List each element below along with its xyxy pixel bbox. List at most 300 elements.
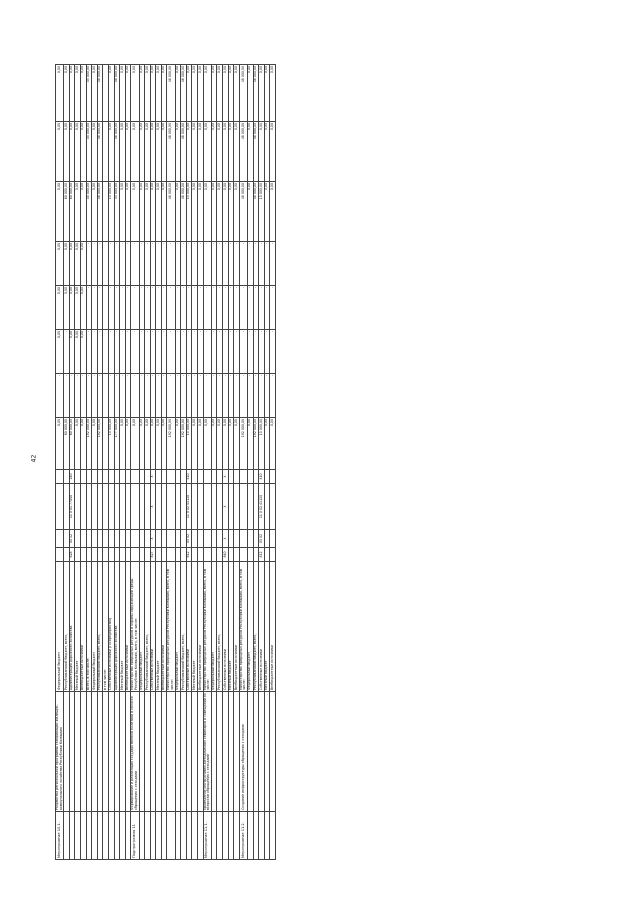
value-cell: 0,00: [131, 182, 139, 242]
value-cell: 0,00: [234, 182, 240, 242]
value-cell: -: [131, 374, 139, 418]
row-description: Республиканский бюджет, всего,: [253, 562, 259, 692]
value-cell: 48 000,00: [239, 122, 247, 182]
value-cell: 60 000,00: [69, 182, 75, 242]
article-code: 11 0 01 77040: [69, 484, 75, 530]
value-cell: 0,00: [150, 182, 156, 242]
value-cell: -: [161, 286, 167, 330]
value-cell: -: [120, 242, 126, 286]
value-cell: -: [156, 242, 162, 286]
value-cell: 48 000,00: [167, 65, 175, 122]
value-cell: -: [114, 374, 120, 418]
value-cell: 0,00: [259, 122, 265, 182]
value-cell: -: [270, 286, 276, 330]
article-code: [270, 484, 276, 530]
value-cell: -: [97, 286, 103, 330]
value-cell: -: [161, 374, 167, 418]
value-cell: 0,00: [145, 418, 151, 470]
value-cell: -: [253, 242, 259, 286]
value-cell: 48 000,00: [97, 122, 103, 182]
value-cell: 0,00: [56, 242, 64, 286]
value-cell: 0,00: [56, 330, 64, 374]
value-cell: 15 000,00: [108, 182, 114, 242]
section-code: [203, 530, 211, 548]
row-description: Федеральный бюджет: [139, 562, 145, 692]
row-description: Министерство природных ресурсов Республики Калмыкия, всего, в том числе:: [239, 562, 247, 692]
row-description: Собственные источники: [223, 562, 229, 692]
section-code: X: [223, 530, 229, 548]
value-cell: -: [211, 374, 217, 418]
value-cell: 48 000,00: [181, 122, 187, 182]
value-cell: -: [108, 330, 114, 374]
value-cell: -: [86, 374, 92, 418]
value-cell: -: [239, 242, 247, 286]
value-cell: 0,00: [64, 242, 70, 286]
budget-code: [56, 548, 64, 562]
row-description: Местный бюджет: [156, 562, 162, 692]
value-cell: -: [161, 330, 167, 374]
value-cell: 0,00: [145, 122, 151, 182]
value-cell: -: [228, 286, 234, 330]
value-cell: -: [247, 330, 253, 374]
section-code: 04 12: [69, 530, 75, 548]
value-cell: -: [253, 374, 259, 418]
value-cell: -: [234, 242, 240, 286]
row-description: Республиканский бюджет, всего,: [217, 562, 223, 692]
value-cell: -: [192, 330, 198, 374]
value-cell: 0,00: [69, 286, 75, 330]
value-cell: 33 000,00: [114, 182, 120, 242]
value-cell: -: [150, 330, 156, 374]
value-cell: -: [192, 242, 198, 286]
value-cell: 0,00: [203, 65, 211, 122]
value-cell: -: [211, 330, 217, 374]
value-cell: -: [139, 330, 145, 374]
value-cell: 0,00: [175, 182, 181, 242]
value-cell: 48 000,00: [181, 182, 187, 242]
value-cell: 0,00: [223, 122, 229, 182]
expense-type: 410: [259, 470, 265, 484]
row-label: Мероприятие 11.2.: [239, 812, 247, 860]
value-cell: -: [92, 330, 98, 374]
budget-code: 840: [223, 548, 229, 562]
expense-type: X: [223, 470, 229, 484]
value-cell: 192 000,00: [167, 418, 175, 470]
value-cell: -: [186, 374, 192, 418]
article-code: X: [150, 484, 156, 530]
value-cell: 0,00: [108, 65, 114, 122]
value-cell: 0,00: [64, 65, 70, 122]
table-row: [270, 65, 276, 860]
value-cell: -: [175, 330, 181, 374]
value-cell: 0,00: [161, 418, 167, 470]
article-code: [131, 484, 139, 530]
row-description: Собственные источники (Госпредприятия): [108, 562, 114, 692]
value-cell: -: [217, 286, 223, 330]
value-cell: 0,00: [156, 122, 162, 182]
value-cell: -: [145, 330, 151, 374]
row-title: [167, 692, 175, 812]
value-cell: 0,00: [161, 182, 167, 242]
value-cell: -: [211, 242, 217, 286]
value-cell: 60 000,00: [69, 418, 75, 470]
expense-type: 410: [186, 470, 192, 484]
value-cell: 0,00: [92, 65, 98, 122]
value-cell: -: [150, 374, 156, 418]
row-description: Местный бюджет: [264, 562, 270, 692]
value-cell: 0,00: [80, 182, 86, 242]
value-cell: 0,00: [92, 122, 98, 182]
value-cell: 0,00: [75, 182, 81, 242]
value-cell: 0,00: [198, 122, 204, 182]
value-cell: 0,00: [156, 418, 162, 470]
value-cell: 0,00: [270, 122, 276, 182]
value-cell: 0,00: [64, 122, 70, 182]
value-cell: 0,00: [264, 182, 270, 242]
value-cell: -: [198, 330, 204, 374]
row-description: Министерство природных ресурсов Республики Калмыкия, всего, в том числе:: [203, 562, 211, 692]
value-cell: 0,00: [270, 418, 276, 470]
row-description: Внебюджетные источники: [234, 562, 240, 692]
value-cell: 0,00: [125, 418, 131, 470]
row-description: Собственные источники: [150, 562, 156, 692]
value-cell: -: [120, 330, 126, 374]
value-cell: 177 000,00: [114, 418, 120, 470]
value-cell: -: [92, 374, 98, 418]
row-description: Местный бюджет: [120, 562, 126, 692]
row-label: Подпрограмма 11: [131, 812, 139, 860]
value-cell: 192 000,00: [253, 418, 259, 470]
row-title: Формирование и реализация государственной политики в области обращения с отходами: [131, 692, 139, 812]
value-cell: 0,00: [69, 242, 75, 286]
value-cell: 0,00: [120, 182, 126, 242]
value-cell: -: [203, 330, 211, 374]
value-cell: -: [223, 374, 229, 418]
value-cell: 0,00: [56, 182, 64, 242]
value-cell: 0,00: [228, 418, 234, 470]
value-cell: 48 000,00: [97, 182, 103, 242]
section-code: [239, 530, 247, 548]
value-cell: -: [175, 374, 181, 418]
value-cell: -: [234, 286, 240, 330]
value-cell: -: [145, 374, 151, 418]
value-cell: 0,00: [139, 122, 145, 182]
article-code: [56, 484, 64, 530]
value-cell: -: [223, 286, 229, 330]
value-cell: 0,00: [192, 418, 198, 470]
value-cell: 0,00: [75, 330, 81, 374]
value-cell: -: [181, 330, 187, 374]
row-description: Федеральный бюджет: [175, 562, 181, 692]
value-cell: -: [217, 374, 223, 418]
value-cell: -: [203, 286, 211, 330]
row-description: Министерство природных ресурсов и охраны окружающей среды Республики Калмыкия, всего, в том числе:: [131, 562, 139, 692]
value-cell: 0,00: [198, 182, 204, 242]
value-cell: 0,00: [186, 122, 192, 182]
value-cell: 60 000,00: [64, 418, 70, 470]
row-label: Мероприятие 11.1.: [203, 812, 211, 860]
value-cell: -: [259, 286, 265, 330]
table-row: [131, 65, 139, 860]
value-cell: -: [125, 242, 131, 286]
row-description: Местный бюджет: [228, 562, 234, 692]
row-description: Республиканский бюджет, всего,: [181, 562, 187, 692]
row-description: Внебюджетные источники: [198, 562, 204, 692]
value-cell: 0,00: [217, 182, 223, 242]
budget-code: [131, 548, 139, 562]
value-cell: 0,00: [150, 418, 156, 470]
value-cell: 0,00: [80, 418, 86, 470]
value-cell: -: [253, 330, 259, 374]
value-cell: -: [247, 242, 253, 286]
table-container: [55, 65, 400, 860]
value-cell: -: [108, 374, 114, 418]
value-cell: 0,00: [192, 182, 198, 242]
value-cell: 0,00: [270, 65, 276, 122]
value-cell: -: [264, 286, 270, 330]
table-row: [239, 65, 247, 860]
value-cell: -: [139, 374, 145, 418]
value-cell: -: [145, 286, 151, 330]
value-cell: -: [86, 286, 92, 330]
value-cell: -: [86, 330, 92, 374]
value-cell: -: [264, 330, 270, 374]
value-cell: 0,00: [75, 242, 81, 286]
section-code: 05 02: [186, 530, 192, 548]
value-cell: 15 000,00: [186, 418, 192, 470]
value-cell: -: [156, 374, 162, 418]
value-cell: 0,00: [80, 330, 86, 374]
value-cell: 0,00: [203, 182, 211, 242]
value-cell: 0,00: [131, 65, 139, 122]
article-code: [203, 484, 211, 530]
value-cell: -: [167, 330, 175, 374]
value-cell: 0,00: [131, 418, 139, 470]
value-cell: 0,00: [80, 242, 86, 286]
article-code: [239, 484, 247, 530]
row-description: Республиканский бюджет, всего,: [64, 562, 70, 692]
value-cell: -: [108, 242, 114, 286]
value-cell: -: [150, 242, 156, 286]
row-description: Местный бюджет: [192, 562, 198, 692]
value-cell: -: [186, 286, 192, 330]
row-description: Республиканский бюджет, всего,: [145, 562, 151, 692]
value-cell: 192 000,00: [86, 418, 92, 470]
value-cell: -: [259, 374, 265, 418]
value-cell: -: [156, 330, 162, 374]
value-cell: -: [217, 242, 223, 286]
value-cell: 48 000,00: [239, 182, 247, 242]
budget-code: 827: [150, 548, 156, 562]
value-cell: -: [108, 286, 114, 330]
value-cell: 0,00: [145, 65, 151, 122]
value-cell: 0,00: [234, 65, 240, 122]
section-code: X: [150, 530, 156, 548]
article-code: 11 0 02 41120: [186, 484, 192, 530]
value-cell: 0,00: [211, 182, 217, 242]
value-cell: 0,00: [270, 182, 276, 242]
value-cell: -: [125, 286, 131, 330]
value-cell: -: [64, 374, 70, 418]
value-cell: 0,00: [92, 418, 98, 470]
value-cell: -: [92, 286, 98, 330]
row-description: Федеральный бюджет: [56, 562, 64, 692]
value-cell: 0,00: [203, 122, 211, 182]
value-cell: 48 000,00: [253, 182, 259, 242]
value-cell: -: [97, 330, 103, 374]
value-cell: -: [125, 374, 131, 418]
value-cell: -: [167, 286, 175, 330]
value-cell: 192 000,00: [239, 418, 247, 470]
value-cell: -: [97, 374, 103, 418]
value-cell: 15 000,00: [259, 418, 265, 470]
value-cell: -: [114, 286, 120, 330]
value-cell: -: [125, 330, 131, 374]
value-cell: -: [198, 242, 204, 286]
row-title: Создание инфраструктуры обращения с отходами: [239, 692, 247, 812]
value-cell: 0,00: [228, 65, 234, 122]
row-label: [167, 812, 175, 860]
value-cell: -: [75, 374, 81, 418]
row-label: [270, 812, 276, 860]
value-cell: 0,00: [156, 182, 162, 242]
value-cell: 0,00: [125, 122, 131, 182]
value-cell: 0,00: [223, 182, 229, 242]
value-cell: -: [228, 374, 234, 418]
row-description: Министерство природных ресурсов Республики Калмыкия, всего, в том числе:: [167, 562, 175, 692]
rotated-table-area: [55, 65, 400, 860]
value-cell: -: [181, 374, 187, 418]
value-cell: 0,00: [175, 65, 181, 122]
value-cell: 45 000,00: [86, 122, 92, 182]
value-cell: 0,00: [64, 286, 70, 330]
value-cell: 0,00: [56, 286, 64, 330]
value-cell: -: [270, 242, 276, 286]
value-cell: -: [69, 374, 75, 418]
row-label: Мероприятие 10.1.: [56, 812, 64, 860]
value-cell: 0,00: [80, 65, 86, 122]
value-cell: 0,00: [198, 418, 204, 470]
row-description: Всего, в том числе:: [86, 562, 92, 692]
value-cell: -: [264, 374, 270, 418]
section-code: [131, 530, 139, 548]
value-cell: 60 000,00: [64, 182, 70, 242]
value-cell: 0,00: [211, 418, 217, 470]
value-cell: 0,00: [247, 182, 253, 242]
value-cell: -: [239, 374, 247, 418]
value-cell: 0,00: [75, 286, 81, 330]
row-description: Внебюджетные источники: [80, 562, 86, 692]
table-body: [56, 65, 276, 860]
value-cell: 0,00: [69, 330, 75, 374]
table-row: [203, 65, 211, 860]
value-cell: 0,00: [264, 65, 270, 122]
value-cell: -: [167, 242, 175, 286]
value-cell: -: [192, 374, 198, 418]
value-cell: 0,00: [145, 182, 151, 242]
value-cell: -: [186, 242, 192, 286]
value-cell: 48 000,00: [253, 122, 259, 182]
value-cell: -: [217, 330, 223, 374]
value-cell: 0,00: [108, 122, 114, 182]
value-cell: 0,00: [217, 418, 223, 470]
value-cell: -: [175, 286, 181, 330]
budget-code: [167, 548, 175, 562]
value-cell: 0,00: [211, 122, 217, 182]
value-cell: 0,00: [69, 65, 75, 122]
value-cell: 0,00: [223, 65, 229, 122]
article-code: 11 0 02 41120: [259, 484, 265, 530]
value-cell: -: [247, 286, 253, 330]
value-cell: -: [86, 242, 92, 286]
value-cell: -: [181, 242, 187, 286]
value-cell: -: [139, 286, 145, 330]
value-cell: 15 000,00: [186, 182, 192, 242]
value-cell: 0,00: [125, 182, 131, 242]
value-cell: 0,00: [264, 122, 270, 182]
expense-type: [167, 470, 175, 484]
value-cell: 0,00: [156, 65, 162, 122]
article-code: [167, 484, 175, 530]
value-cell: 0,00: [75, 122, 81, 182]
value-cell: 192 000,00: [97, 418, 103, 470]
value-cell: 0,00: [120, 65, 126, 122]
value-cell: -: [198, 286, 204, 330]
value-cell: -: [259, 330, 265, 374]
value-cell: -: [198, 374, 204, 418]
value-cell: -: [203, 242, 211, 286]
value-cell: -: [264, 242, 270, 286]
value-cell: -: [131, 330, 139, 374]
section-code: 05 02: [259, 530, 265, 548]
value-cell: 0,00: [192, 65, 198, 122]
value-cell: 0,00: [247, 418, 253, 470]
article-code: X: [223, 484, 229, 530]
value-cell: -: [253, 286, 259, 330]
budget-code: [239, 548, 247, 562]
value-cell: 15 000,00: [108, 418, 114, 470]
value-cell: -: [97, 242, 103, 286]
row-description: Администрация дорожного хозяйства: [114, 562, 120, 692]
value-cell: 45 000,00: [86, 182, 92, 242]
row-title: [270, 692, 276, 812]
expense-type: X: [150, 470, 156, 484]
value-cell: -: [80, 374, 86, 418]
value-cell: -: [186, 330, 192, 374]
value-cell: 0,00: [192, 122, 198, 182]
value-cell: -: [92, 242, 98, 286]
value-cell: 0,00: [92, 182, 98, 242]
value-cell: 0,00: [150, 122, 156, 182]
value-cell: 0,00: [234, 418, 240, 470]
row-description: Администрация дорожного хозяйства: [69, 562, 75, 692]
row-description: Собственные источники: [186, 562, 192, 692]
value-cell: 0,00: [247, 122, 253, 182]
budget-code: [203, 548, 211, 562]
value-cell: 45 000,00: [86, 65, 92, 122]
value-cell: -: [120, 286, 126, 330]
value-cell: 48 000,00: [167, 182, 175, 242]
row-description: Местный бюджет: [75, 562, 81, 692]
value-cell: -: [223, 242, 229, 286]
value-cell: 48 000,00: [181, 65, 187, 122]
budget-code: 828: [69, 548, 75, 562]
value-cell: 0,00: [131, 122, 139, 182]
value-cell: 0,00: [80, 286, 86, 330]
value-cell: 0,00: [56, 418, 64, 470]
value-cell: 48 000,00: [114, 65, 120, 122]
row-description: Федеральный бюджет: [247, 562, 253, 692]
